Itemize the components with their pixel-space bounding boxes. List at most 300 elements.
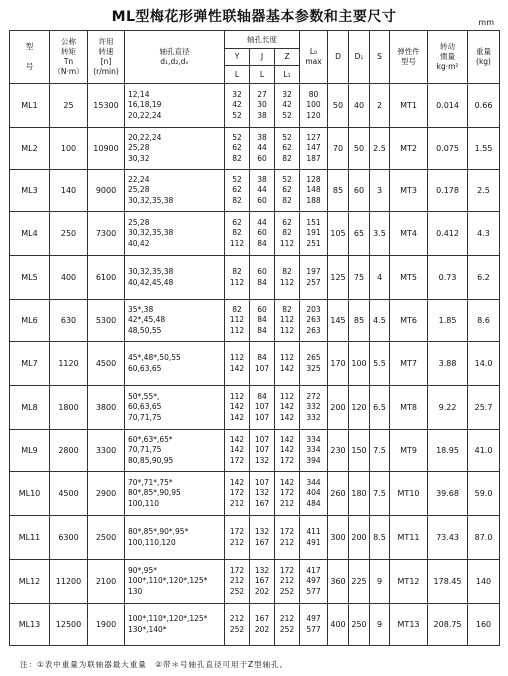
length-y-cell-value: 62: [232, 217, 242, 227]
length-j-cell-value: 38: [257, 132, 267, 142]
length-z-cell-value: 252: [279, 624, 295, 634]
diameter-cell-value: 25,28: [128, 143, 150, 153]
header-bore-length: 轴孔长度: [225, 31, 300, 49]
l0-cell-value: 497: [306, 614, 321, 623]
length-z-cell-value: 62: [282, 185, 292, 195]
length-y-cell: [225, 256, 250, 300]
inertia-cell: 0.412: [428, 212, 468, 256]
torque-cell: 12500: [50, 604, 88, 646]
length-z-cell-value: 32: [282, 89, 292, 99]
length-z-cell: [275, 472, 300, 516]
s-cell: 4: [370, 256, 390, 300]
length-j-cell-value: 107: [254, 445, 270, 455]
diameter-cell-value: 100*,110*,120*,125*: [128, 576, 208, 586]
diameter-cell: [125, 128, 225, 170]
l0-cell-value: 148: [306, 185, 321, 195]
length-z-cell: [275, 256, 300, 300]
s-cell: 6.5: [370, 386, 390, 430]
l0-cell-value: 265: [306, 353, 321, 362]
length-y-cell-value: 112: [229, 277, 245, 287]
weight-cell: 160: [468, 604, 500, 646]
diameter-cell-value: 12,14: [128, 89, 150, 99]
element-cell: MT4: [390, 212, 428, 256]
length-j-cell-value: 60: [257, 228, 267, 238]
l0-cell-value: 417: [306, 565, 321, 575]
l0-cell: [300, 386, 328, 430]
l0-cell-value: 332: [306, 402, 321, 412]
length-z-cell-value: 62: [282, 217, 292, 227]
length-z-cell: [275, 212, 300, 256]
inertia-cell: 208.75: [428, 604, 468, 646]
length-y-cell: [225, 430, 250, 472]
d1-cell: 200: [349, 516, 370, 560]
l0-cell-value: 577: [306, 624, 321, 634]
table-row: [10, 128, 500, 170]
l0-cell-value: 188: [306, 195, 321, 205]
l0-cell-value: 203: [306, 304, 321, 314]
diameter-cell-value: 100,110,120: [128, 537, 176, 547]
model-cell: ML9: [10, 430, 50, 472]
length-j-cell-value: 84: [257, 277, 267, 287]
l0-cell-value: 257: [306, 277, 321, 287]
length-z-cell: [275, 300, 300, 342]
diameter-cell-value: 130: [128, 586, 143, 596]
length-z-cell: [275, 84, 300, 128]
length-j-cell-value: 107: [254, 412, 270, 422]
length-y-cell-value: 52: [232, 110, 242, 120]
d-cell: 70: [328, 128, 349, 170]
length-z-cell-value: 62: [282, 143, 292, 153]
speed-cell: 10900: [88, 128, 125, 170]
l0-cell: [300, 472, 328, 516]
l0-cell-value: 394: [306, 455, 321, 465]
diameter-cell: [125, 430, 225, 472]
d1-cell: 120: [349, 386, 370, 430]
length-y-cell-value: 142: [229, 445, 245, 455]
length-j-cell-value: 84: [257, 391, 267, 401]
length-y-cell-value: 82: [232, 267, 242, 276]
diameter-cell-value: 35*,38: [128, 304, 154, 314]
length-y-cell-value: 82: [232, 153, 242, 163]
length-z-cell-value: 142: [279, 445, 295, 455]
header-l-y: L: [225, 66, 250, 84]
model-cell: ML6: [10, 300, 50, 342]
length-y-cell-value: 82: [232, 195, 242, 205]
inertia-cell: 178.45: [428, 560, 468, 604]
length-z-cell-value: 172: [279, 488, 295, 498]
diameter-cell: [125, 604, 225, 646]
d1-cell: 75: [349, 256, 370, 300]
diameter-cell-value: 25,28: [128, 217, 150, 227]
diameter-cell: [125, 516, 225, 560]
length-z-cell-value: 142: [279, 434, 295, 444]
d-cell: 300: [328, 516, 349, 560]
l0-cell: [300, 604, 328, 646]
d-cell: 200: [328, 386, 349, 430]
element-cell: MT1: [390, 84, 428, 128]
d1-cell: 60: [349, 170, 370, 212]
model-cell: ML7: [10, 342, 50, 386]
header-element: 弹性件 型号: [390, 31, 428, 84]
length-y-cell: [225, 212, 250, 256]
length-z-cell-value: 82: [282, 267, 292, 276]
length-y-cell-value: 142: [229, 402, 245, 412]
l0-cell: [300, 516, 328, 560]
s-cell: 2.5: [370, 128, 390, 170]
length-j-cell: [250, 256, 275, 300]
l0-cell-value: 497: [306, 576, 321, 586]
diameter-cell: [125, 212, 225, 256]
length-z-cell-value: 82: [282, 195, 292, 205]
diameter-cell-value: 20,22,24: [128, 132, 162, 142]
diameter-cell-value: 30,32,35,38: [128, 267, 174, 276]
diameter-cell-value: 40,42: [128, 238, 150, 248]
length-z-cell: [275, 604, 300, 646]
diameter-cell-value: 45*,48*,50,55: [128, 353, 181, 362]
element-cell: MT10: [390, 472, 428, 516]
length-j-cell: [250, 300, 275, 342]
weight-cell: 1.55: [468, 128, 500, 170]
model-cell: ML11: [10, 516, 50, 560]
s-cell: 4.5: [370, 300, 390, 342]
header-l1-z: L₁: [275, 66, 300, 84]
l0-cell-value: 577: [306, 586, 321, 596]
torque-cell: 140: [50, 170, 88, 212]
length-j-cell: [250, 516, 275, 560]
s-cell: 5.5: [370, 342, 390, 386]
d-cell: 50: [328, 84, 349, 128]
header-model: 型 号: [10, 31, 50, 84]
length-z-cell-value: 212: [279, 498, 295, 508]
header-y: Y: [225, 49, 250, 66]
header-l0: L₀ max: [300, 31, 328, 84]
table-row: [10, 256, 500, 300]
table-row: [10, 516, 500, 560]
s-cell: 9: [370, 604, 390, 646]
torque-cell: 400: [50, 256, 88, 300]
l0-cell-value: 332: [306, 412, 321, 422]
header-D: D: [328, 31, 349, 84]
s-cell: 8.5: [370, 516, 390, 560]
l0-cell-value: 80: [308, 89, 319, 99]
table-row: [10, 170, 500, 212]
l0-cell-value: 263: [306, 325, 321, 335]
l0-cell-value: 411: [306, 527, 321, 536]
length-z-cell-value: 142: [279, 412, 295, 422]
speed-cell: 2100: [88, 560, 125, 604]
torque-cell: 1800: [50, 386, 88, 430]
length-z-cell-value: 172: [279, 527, 295, 536]
length-j-cell-value: 84: [257, 238, 267, 248]
torque-cell: 100: [50, 128, 88, 170]
header-S: S: [370, 31, 390, 84]
s-cell: 7.5: [370, 472, 390, 516]
torque-cell: 11200: [50, 560, 88, 604]
length-z-cell-value: 112: [279, 353, 295, 362]
weight-cell: 87.0: [468, 516, 500, 560]
length-y-cell-value: 212: [229, 537, 245, 547]
element-cell: MT13: [390, 604, 428, 646]
length-z-cell-value: 112: [279, 391, 295, 401]
length-z-cell-value: 42: [282, 100, 292, 110]
s-cell: 3.5: [370, 212, 390, 256]
torque-cell: 6300: [50, 516, 88, 560]
l0-cell-value: 127: [306, 132, 321, 142]
length-j-cell: [250, 560, 275, 604]
length-j-cell-value: 132: [254, 527, 270, 536]
length-z-cell: [275, 386, 300, 430]
diameter-cell-value: 70,71,75: [128, 445, 162, 455]
length-j-cell-value: 202: [254, 586, 270, 596]
table-row: [10, 84, 500, 128]
element-cell: MT6: [390, 300, 428, 342]
length-y-cell-value: 252: [229, 586, 245, 596]
weight-cell: 8.6: [468, 300, 500, 342]
length-z-cell: [275, 342, 300, 386]
inertia-cell: 1.85: [428, 300, 468, 342]
speed-cell: 3300: [88, 430, 125, 472]
length-y-cell: [225, 386, 250, 430]
length-j-cell-value: 38: [257, 110, 267, 120]
s-cell: 3: [370, 170, 390, 212]
length-j-cell-value: 60: [257, 153, 267, 163]
l0-cell-value: 187: [306, 153, 321, 163]
l0-cell-value: 325: [306, 363, 321, 373]
l0-cell-value: 334: [306, 434, 321, 444]
length-j-cell-value: 107: [254, 402, 270, 412]
diameter-cell-value: 70*,71*,75*: [128, 477, 173, 487]
length-j-cell-value: 107: [254, 434, 270, 444]
length-j-cell: [250, 430, 275, 472]
l0-cell-value: 334: [306, 445, 321, 455]
diameter-cell-value: 100,110: [128, 498, 160, 508]
speed-cell: 15300: [88, 84, 125, 128]
parameter-table: [9, 30, 500, 646]
speed-cell: 6100: [88, 256, 125, 300]
element-cell: MT8: [390, 386, 428, 430]
length-z-cell-value: 52: [282, 174, 292, 184]
d1-cell: 40: [349, 84, 370, 128]
element-cell: MT7: [390, 342, 428, 386]
length-j-cell: [250, 472, 275, 516]
length-j-cell-value: 30: [257, 100, 267, 110]
length-z-cell: [275, 516, 300, 560]
diameter-cell: [125, 342, 225, 386]
l0-cell-value: 120: [306, 110, 321, 120]
inertia-cell: 39.68: [428, 472, 468, 516]
l0-cell-value: 344: [306, 477, 321, 487]
length-y-cell-value: 112: [229, 353, 245, 362]
length-y-cell: [225, 300, 250, 342]
length-y-cell: [225, 516, 250, 560]
model-cell: ML3: [10, 170, 50, 212]
length-z-cell-value: 212: [279, 614, 295, 623]
length-y-cell-value: 172: [229, 488, 245, 498]
length-j-cell-value: 107: [254, 477, 270, 487]
length-y-cell-value: 212: [229, 576, 245, 586]
d1-cell: 50: [349, 128, 370, 170]
d1-cell: 65: [349, 212, 370, 256]
diameter-cell: [125, 386, 225, 430]
model-cell: ML13: [10, 604, 50, 646]
length-j-cell: [250, 386, 275, 430]
inertia-cell: 0.014: [428, 84, 468, 128]
diameter-cell-value: 80,85,90,95: [128, 455, 174, 465]
speed-cell: 9000: [88, 170, 125, 212]
l0-cell-value: 151: [306, 217, 321, 227]
length-j-cell-value: 167: [254, 614, 270, 623]
speed-cell: 4500: [88, 342, 125, 386]
weight-cell: 6.2: [468, 256, 500, 300]
length-y-cell: [225, 560, 250, 604]
length-z-cell-value: 112: [279, 238, 295, 248]
weight-cell: 0.66: [468, 84, 500, 128]
d-cell: 105: [328, 212, 349, 256]
d-cell: 400: [328, 604, 349, 646]
length-z-cell: [275, 430, 300, 472]
l0-cell-value: 484: [306, 498, 321, 508]
diameter-cell: [125, 170, 225, 212]
diameter-cell-value: 16,18,19: [128, 100, 162, 110]
model-cell: ML1: [10, 84, 50, 128]
model-cell: ML8: [10, 386, 50, 430]
length-z-cell: [275, 170, 300, 212]
l0-cell-value: 491: [306, 537, 321, 547]
length-y-cell-value: 172: [229, 565, 245, 575]
s-cell: 2: [370, 84, 390, 128]
inertia-cell: 0.075: [428, 128, 468, 170]
diameter-cell-value: 80*,85*,90*,95*: [128, 527, 189, 536]
length-j-cell-value: 132: [254, 565, 270, 575]
length-y-cell-value: 172: [229, 527, 245, 536]
torque-cell: 2800: [50, 430, 88, 472]
diameter-cell-value: 60,63,65: [128, 402, 162, 412]
table-row: [10, 212, 500, 256]
d-cell: 145: [328, 300, 349, 342]
length-j-cell: [250, 170, 275, 212]
speed-cell: 3800: [88, 386, 125, 430]
diameter-cell-value: 50*,55*,: [128, 391, 160, 401]
element-cell: MT12: [390, 560, 428, 604]
length-y-cell-value: 212: [229, 614, 245, 623]
length-y-cell: [225, 170, 250, 212]
table-row: [10, 386, 500, 430]
length-y-cell-value: 82: [232, 304, 242, 314]
length-z-cell-value: 212: [279, 576, 295, 586]
length-z-cell: [275, 560, 300, 604]
length-z-cell-value: 142: [279, 363, 295, 373]
l0-cell-value: 100: [306, 100, 321, 110]
length-z-cell-value: 112: [279, 277, 295, 287]
length-z-cell-value: 252: [279, 586, 295, 596]
length-y-cell: [225, 472, 250, 516]
element-cell: MT3: [390, 170, 428, 212]
weight-cell: 59.0: [468, 472, 500, 516]
length-z-cell-value: 212: [279, 537, 295, 547]
length-y-cell-value: 112: [229, 315, 245, 325]
d1-cell: 150: [349, 430, 370, 472]
length-j-cell: [250, 604, 275, 646]
l0-cell: [300, 300, 328, 342]
d-cell: 85: [328, 170, 349, 212]
speed-cell: 2900: [88, 472, 125, 516]
length-y-cell-value: 32: [232, 89, 242, 99]
l0-cell-value: 147: [306, 143, 321, 153]
diameter-cell-value: 25,28: [128, 185, 150, 195]
weight-cell: 4.3: [468, 212, 500, 256]
header-j: J: [250, 49, 275, 66]
element-cell: MT5: [390, 256, 428, 300]
weight-cell: 14.0: [468, 342, 500, 386]
header-diameter: 轴孔直径 d₁,d₂,dₓ: [125, 31, 225, 84]
diameter-cell: [125, 472, 225, 516]
length-y-cell: [225, 128, 250, 170]
d1-cell: 225: [349, 560, 370, 604]
length-y-cell: [225, 84, 250, 128]
length-j-cell-value: 44: [257, 143, 267, 153]
length-j-cell-value: 38: [257, 174, 267, 184]
d-cell: 125: [328, 256, 349, 300]
length-j-cell: [250, 84, 275, 128]
diameter-cell-value: 80*,85*,90,95: [128, 488, 181, 498]
length-j-cell: [250, 128, 275, 170]
diameter-cell-value: 42*,45,48: [128, 315, 166, 325]
l0-cell: [300, 430, 328, 472]
header-torque: 公称 转矩 Tn （N·m）: [50, 31, 88, 84]
length-z-cell-value: 82: [282, 228, 292, 238]
length-j-cell-value: 44: [257, 217, 267, 227]
diameter-cell: [125, 256, 225, 300]
length-j-cell-value: 44: [257, 185, 267, 195]
length-z-cell: [275, 128, 300, 170]
length-j-cell-value: 84: [257, 315, 267, 325]
l0-cell-value: 251: [306, 238, 321, 248]
header-speed: 许用 转速 [n] (r/min): [88, 31, 125, 84]
inertia-cell: 0.73: [428, 256, 468, 300]
l0-cell: [300, 128, 328, 170]
footnote: 注：①表中重量为联轴器最大重量 ②带＊号轴孔直径可用于Z型轴孔。: [20, 660, 289, 669]
table-row: [10, 430, 500, 472]
d-cell: 360: [328, 560, 349, 604]
table-row: [10, 472, 500, 516]
l0-cell-value: 272: [306, 391, 321, 401]
diameter-cell-value: 30,32,35,38: [128, 195, 174, 205]
l0-cell-value: 191: [306, 228, 321, 238]
header-z: Z: [275, 49, 300, 66]
diameter-cell-value: 40,42,45,48: [128, 277, 174, 287]
l0-cell: [300, 84, 328, 128]
table-row: [10, 604, 500, 646]
model-cell: ML10: [10, 472, 50, 516]
model-cell: ML2: [10, 128, 50, 170]
length-j-cell-value: 107: [254, 363, 270, 373]
length-y-cell-value: 172: [229, 455, 245, 465]
s-cell: 9: [370, 560, 390, 604]
l0-cell-value: 404: [306, 488, 321, 498]
speed-cell: 1900: [88, 604, 125, 646]
diameter-cell-value: 22,24: [128, 174, 150, 184]
diameter-cell-value: 60,63,65: [128, 363, 162, 373]
length-y-cell-value: 112: [229, 325, 245, 335]
header-weight: 重量 (kg): [468, 31, 500, 84]
length-y-cell-value: 142: [229, 434, 245, 444]
table-row: [10, 342, 500, 386]
d-cell: 260: [328, 472, 349, 516]
length-y-cell-value: 112: [229, 238, 245, 248]
length-y-cell-value: 142: [229, 412, 245, 422]
diameter-cell: [125, 300, 225, 342]
diameter-cell-value: 30,32: [128, 153, 150, 163]
